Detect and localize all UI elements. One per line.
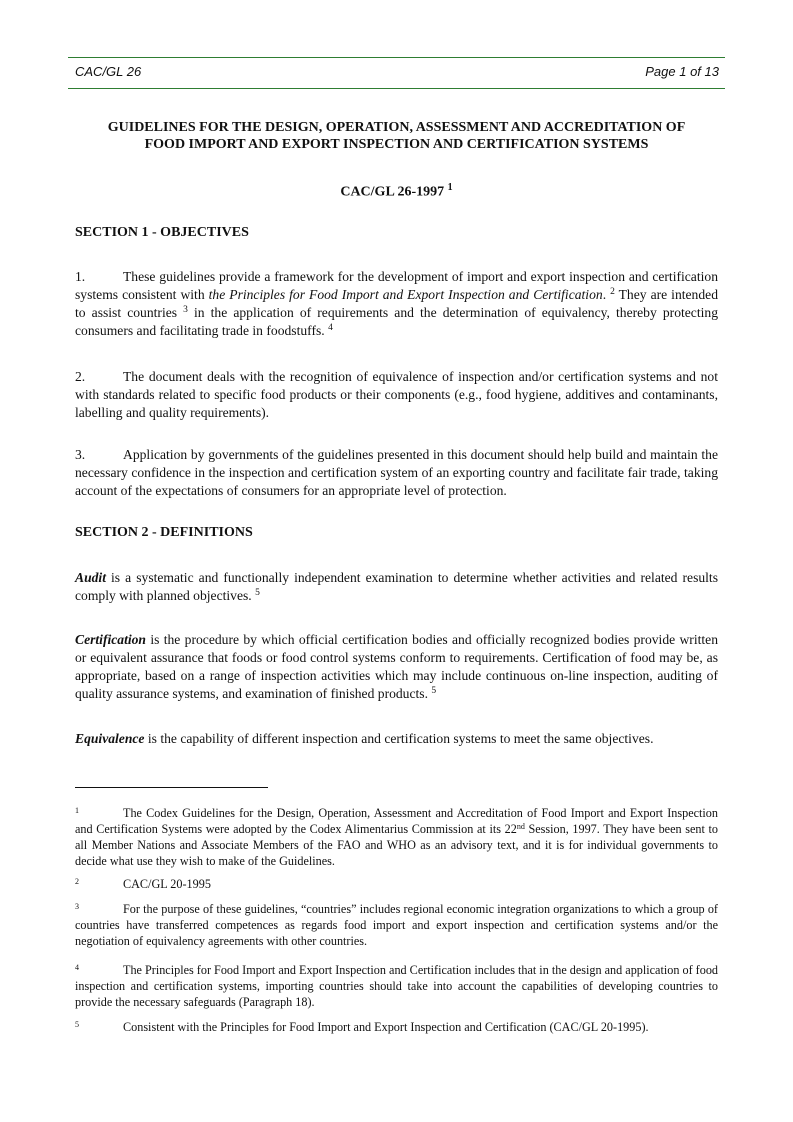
header-page-number: Page 1 of 13: [645, 64, 719, 79]
header-doc-code: CAC/GL 26: [75, 64, 142, 79]
footnote-3: 3 For the purpose of these guidelines, “countries” includes regional economic integration organizations to which a group of countries have transferred competences as regards food import and export inspection and certification systems and/or the negotiation of equivalency agreements with other countries.: [75, 902, 718, 948]
paragraph-text: Application by governments of the guidelines presented in this document should help build and maintain the necessary confidence in the inspection and certification system of an exporting country and facilitate fair trade, taking account of the expectations of consumers for an appropriate level of protection.: [75, 447, 718, 498]
footnote-ref-1[interactable]: 1: [447, 182, 453, 193]
footnote-ref-2[interactable]: 2: [610, 287, 615, 297]
definition-term: Equivalence: [75, 731, 145, 746]
page-header: [68, 57, 725, 89]
footnote-ref-4[interactable]: 4: [328, 323, 333, 333]
definition-text: is the capability of different inspection and certification systems to meet the same objectives.: [144, 731, 654, 746]
paragraph-text: The document deals with the recognition of equivalence of inspection and/or certification systems and not with standards related to specific food products or their components (e.g., food hygiene, additives and contaminants, labelling and quality requirements).: [75, 369, 718, 420]
paragraph-number: 2.: [75, 369, 86, 384]
footnote-text: Session, 1997. They have been sent to all Member Nations and Associate Members of the FAO and WHO as an advisory text, and it is for individual governments to decide what use they wish to make of the Guidelines.: [75, 822, 718, 868]
footnote-5: 5 Consistent with the Principles for Food Import and Export Inspection and Certification (CAC/GL 20-1995).: [75, 1020, 649, 1034]
paragraph-text: .: [602, 287, 607, 302]
document-title-line-2: FOOD IMPORT AND EXPORT INSPECTION AND CERTIFICATION SYSTEMS: [144, 137, 649, 152]
document-title-line-1: GUIDELINES FOR THE DESIGN, OPERATION, ASSESSMENT AND ACCREDITATION OF: [107, 120, 686, 135]
paragraph-1: [75, 268, 718, 340]
footnote-2: 2 CAC/GL 20-1995: [75, 877, 211, 891]
footnote-ref-5[interactable]: 5: [431, 686, 437, 696]
footnote-ref-5[interactable]: 5: [255, 588, 260, 598]
footnote-ref-3[interactable]: 3: [183, 305, 188, 315]
document-code-text: CAC/GL 26-1997: [340, 184, 445, 200]
paragraph-text: in the application of requirements and the determination of equivalency, thereby protecting consumers and facilitating trade in foodstuffs.: [75, 305, 718, 338]
section-1-heading: SECTION 1 - OBJECTIVES: [75, 225, 249, 240]
footnote-text: The Codex Guidelines for the Design, Operation, Assessment and Accreditation of Food Import and Export Inspection and Certification Systems were adopted by the Codex Alimentarius Commission at its 22: [75, 806, 718, 836]
definition-text: is a systematic and functionally independent examination to determine whether activities and related results comply with planned objectives.: [75, 570, 718, 603]
section-2-heading: SECTION 2 - DEFINITIONS: [75, 525, 253, 540]
footnote-separator: [75, 787, 268, 788]
ordinal-suffix: nd: [516, 822, 525, 831]
footnote-text: Consistent with the Principles for Food Import and Export Inspection and Certification (CAC/GL 20-1995).: [123, 1020, 649, 1034]
paragraph-3: [75, 446, 718, 500]
definition-certification: [75, 631, 718, 703]
paragraph-number: 3.: [75, 447, 86, 462]
definition-term: Certification: [75, 632, 146, 647]
definition-audit: [75, 569, 718, 605]
definition-text: is the procedure by which official certification bodies and officially recognized bodies provide written or equivalent assurance that foods or food control systems conform to requirements. Certification of food may be, as appropriate, based on a range of inspection activities which may include continuous on-line inspection, auditing of quality assurance systems, and examination of finished products.: [75, 632, 718, 701]
footnote-text: The Principles for Food Import and Export Inspection and Certification includes that in the design and application of food inspection and certification systems, importing countries should take into account the capabilities of developing countries to provide the necessary safeguards (Paragraph 18).: [75, 963, 719, 1009]
footnote-text: For the purpose of these guidelines, “countries” includes regional economic integration organizations to which a group of countries have transferred competences as regards food import and export inspection and certification systems and/or the negotiation of equivalency agreements with other countries.: [75, 902, 718, 948]
definition-equivalence: [75, 730, 718, 748]
italic-reference-title: the Principles for Food Import and Export Inspection and Certification: [208, 287, 603, 302]
document-code: [75, 182, 718, 201]
document-title: [75, 119, 718, 153]
footnote-1: 1 The Codex Guidelines for the Design, Operation, Assessment and Accreditation of Food Import and Export Inspection and Certification Systems were adopted by the Codex Alimentarius Commission at its 22nd Session, 1997. They have been sent to all Member Nations and Associate Members of the FAO and WHO as an advisory text, and it is for individual governments to decide what use they wish to make of the Guidelines.: [75, 806, 718, 868]
paragraph-2: [75, 368, 718, 422]
footnote-4: 4 The Principles for Food Import and Export Inspection and Certification includes that in the design and application of food inspection and certification systems, importing countries should take into account the capabilities of developing countries to provide the necessary safeguards (Paragraph 18).: [75, 963, 719, 1009]
paragraph-number: 1.: [75, 269, 86, 284]
footnote-text: CAC/GL 20-1995: [123, 877, 211, 891]
paragraph-text: They are intended to assist countries: [75, 287, 718, 320]
definition-term: Audit: [75, 570, 106, 585]
paragraph-text: These guidelines provide a framework for the development of import and export inspection and certification systems consistent with: [75, 269, 718, 302]
